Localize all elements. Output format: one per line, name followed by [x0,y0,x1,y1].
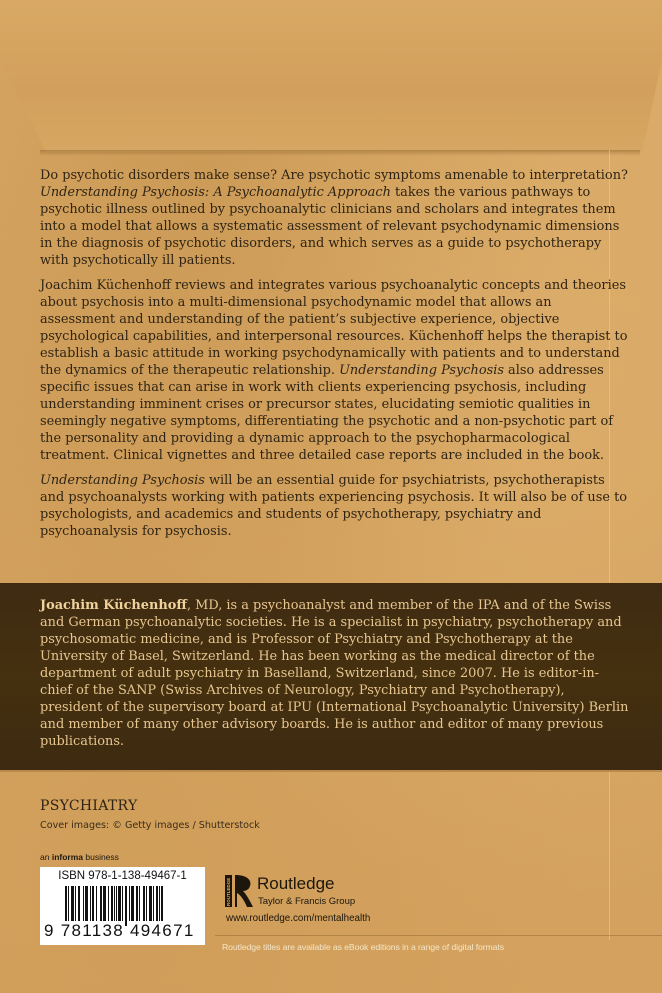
author-name: Joachim Küchenhoff [40,598,187,613]
envelope-flap [0,0,662,152]
blurb-paragraph-2: Joachim Küchenhoff reviews and integrates various psychoanalytic concepts and theories about psychosis into a multi-dimensional psychodynamic model that allows an assessment and understanding of the patient’s subjective experience, objective psychological capabilities, and interpersonal resources. Küchenhoff helps the therapist to establish a basic attitude in working psychodynamically with patients and to understand the dynamics of the therapeutic relationship. Understanding Psychosis also addresses specific issues that can arise in work with clients experiencing psychosis, including understanding imminent crises or precursor states, elucidating semiotic qualities in seemingly negative symptoms, differentiating the psychotic and a non-psychotic part of the personality and providing a dynamic approach to the psychopharmacological treatment. Clinical vignettes and three detailed case reports are included in the book. [40,278,628,463]
blurb-paragraph-1: Do psychotic disorders make sense? Are psychotic symptoms amenable to interpretation? Understanding Psychosis: A Psychoanalytic Approach takes the various pathways to psychotic illness outlined by psychoanalytic clinicians and scholars and integrates them into a model that allows a systematic assessment of relevant psychodynamic dimensions in the diagnosis of psychotic disorders, and which serves as a guide to psychotherapy with psychotically ill patients. [40,168,628,268]
informa-tagline: an informa business [40,852,119,862]
author-bio: Joachim Küchenhoff, MD, is a psychoanalyst and member of the IPA and of the Swiss and German psychoanalytic societies. He is a specialist in psychiatry, psychotherapy and psychosomatic medicine, and is Professor of Psychiatry and Psychotherapy at the University of Basel, Switzerland. He has been working as the medical director of the department of adult psychiatry in Baselland, Switzerland, since 2007. He is editor-in-chief of the SANP (Swiss Archives of Neurology, Psychiatry and Psychotherapy), president of the supervisory board at IPU (International Psychoanalytic University) Berlin and member of many other advisory boards. He is author and editor of many previous publications. [40,598,629,749]
book-blurb [40,168,630,550]
cover-image-credit: Cover images: © Getty images / Shutterstock [40,820,260,831]
flap-shadow [40,150,640,156]
svg-text:ROUTLEDGE: ROUTLEDGE [226,877,232,906]
routledge-logo-icon [225,873,255,909]
book-title-short: Understanding Psychosis [40,473,205,489]
book-title: Understanding Psychosis: A Psychoanalytic Approach [40,184,391,200]
isbn-barcode-box [40,867,205,945]
barcode-digits: 9 781138 494671 [44,921,195,940]
isbn-number: ISBN 978-1-138-49467-1 [58,870,187,882]
ebook-availability-note: Routledge titles are available as eBook editions in a range of digital formats [222,942,504,952]
publisher-url-link[interactable]: www.routledge.com/mentalhealth [226,913,371,924]
blurb-paragraph-3: Understanding Psychosis will be an essential guide for psychiatrists, psychotherapists and psychoanalysts working with patients experiencing psychosis. It will also be of use to psychologists, and academics and students of psychotherapy, psychiatry and psychoanalysis for psychosis. [40,473,628,540]
book-title-short: Understanding Psychosis [339,362,504,378]
divider [215,935,662,936]
publisher-name: Routledge [257,874,335,893]
author-bio-band [0,583,662,772]
subject-category: PSYCHIATRY [40,798,138,814]
publisher-group: Taylor & Francis Group [258,896,356,907]
